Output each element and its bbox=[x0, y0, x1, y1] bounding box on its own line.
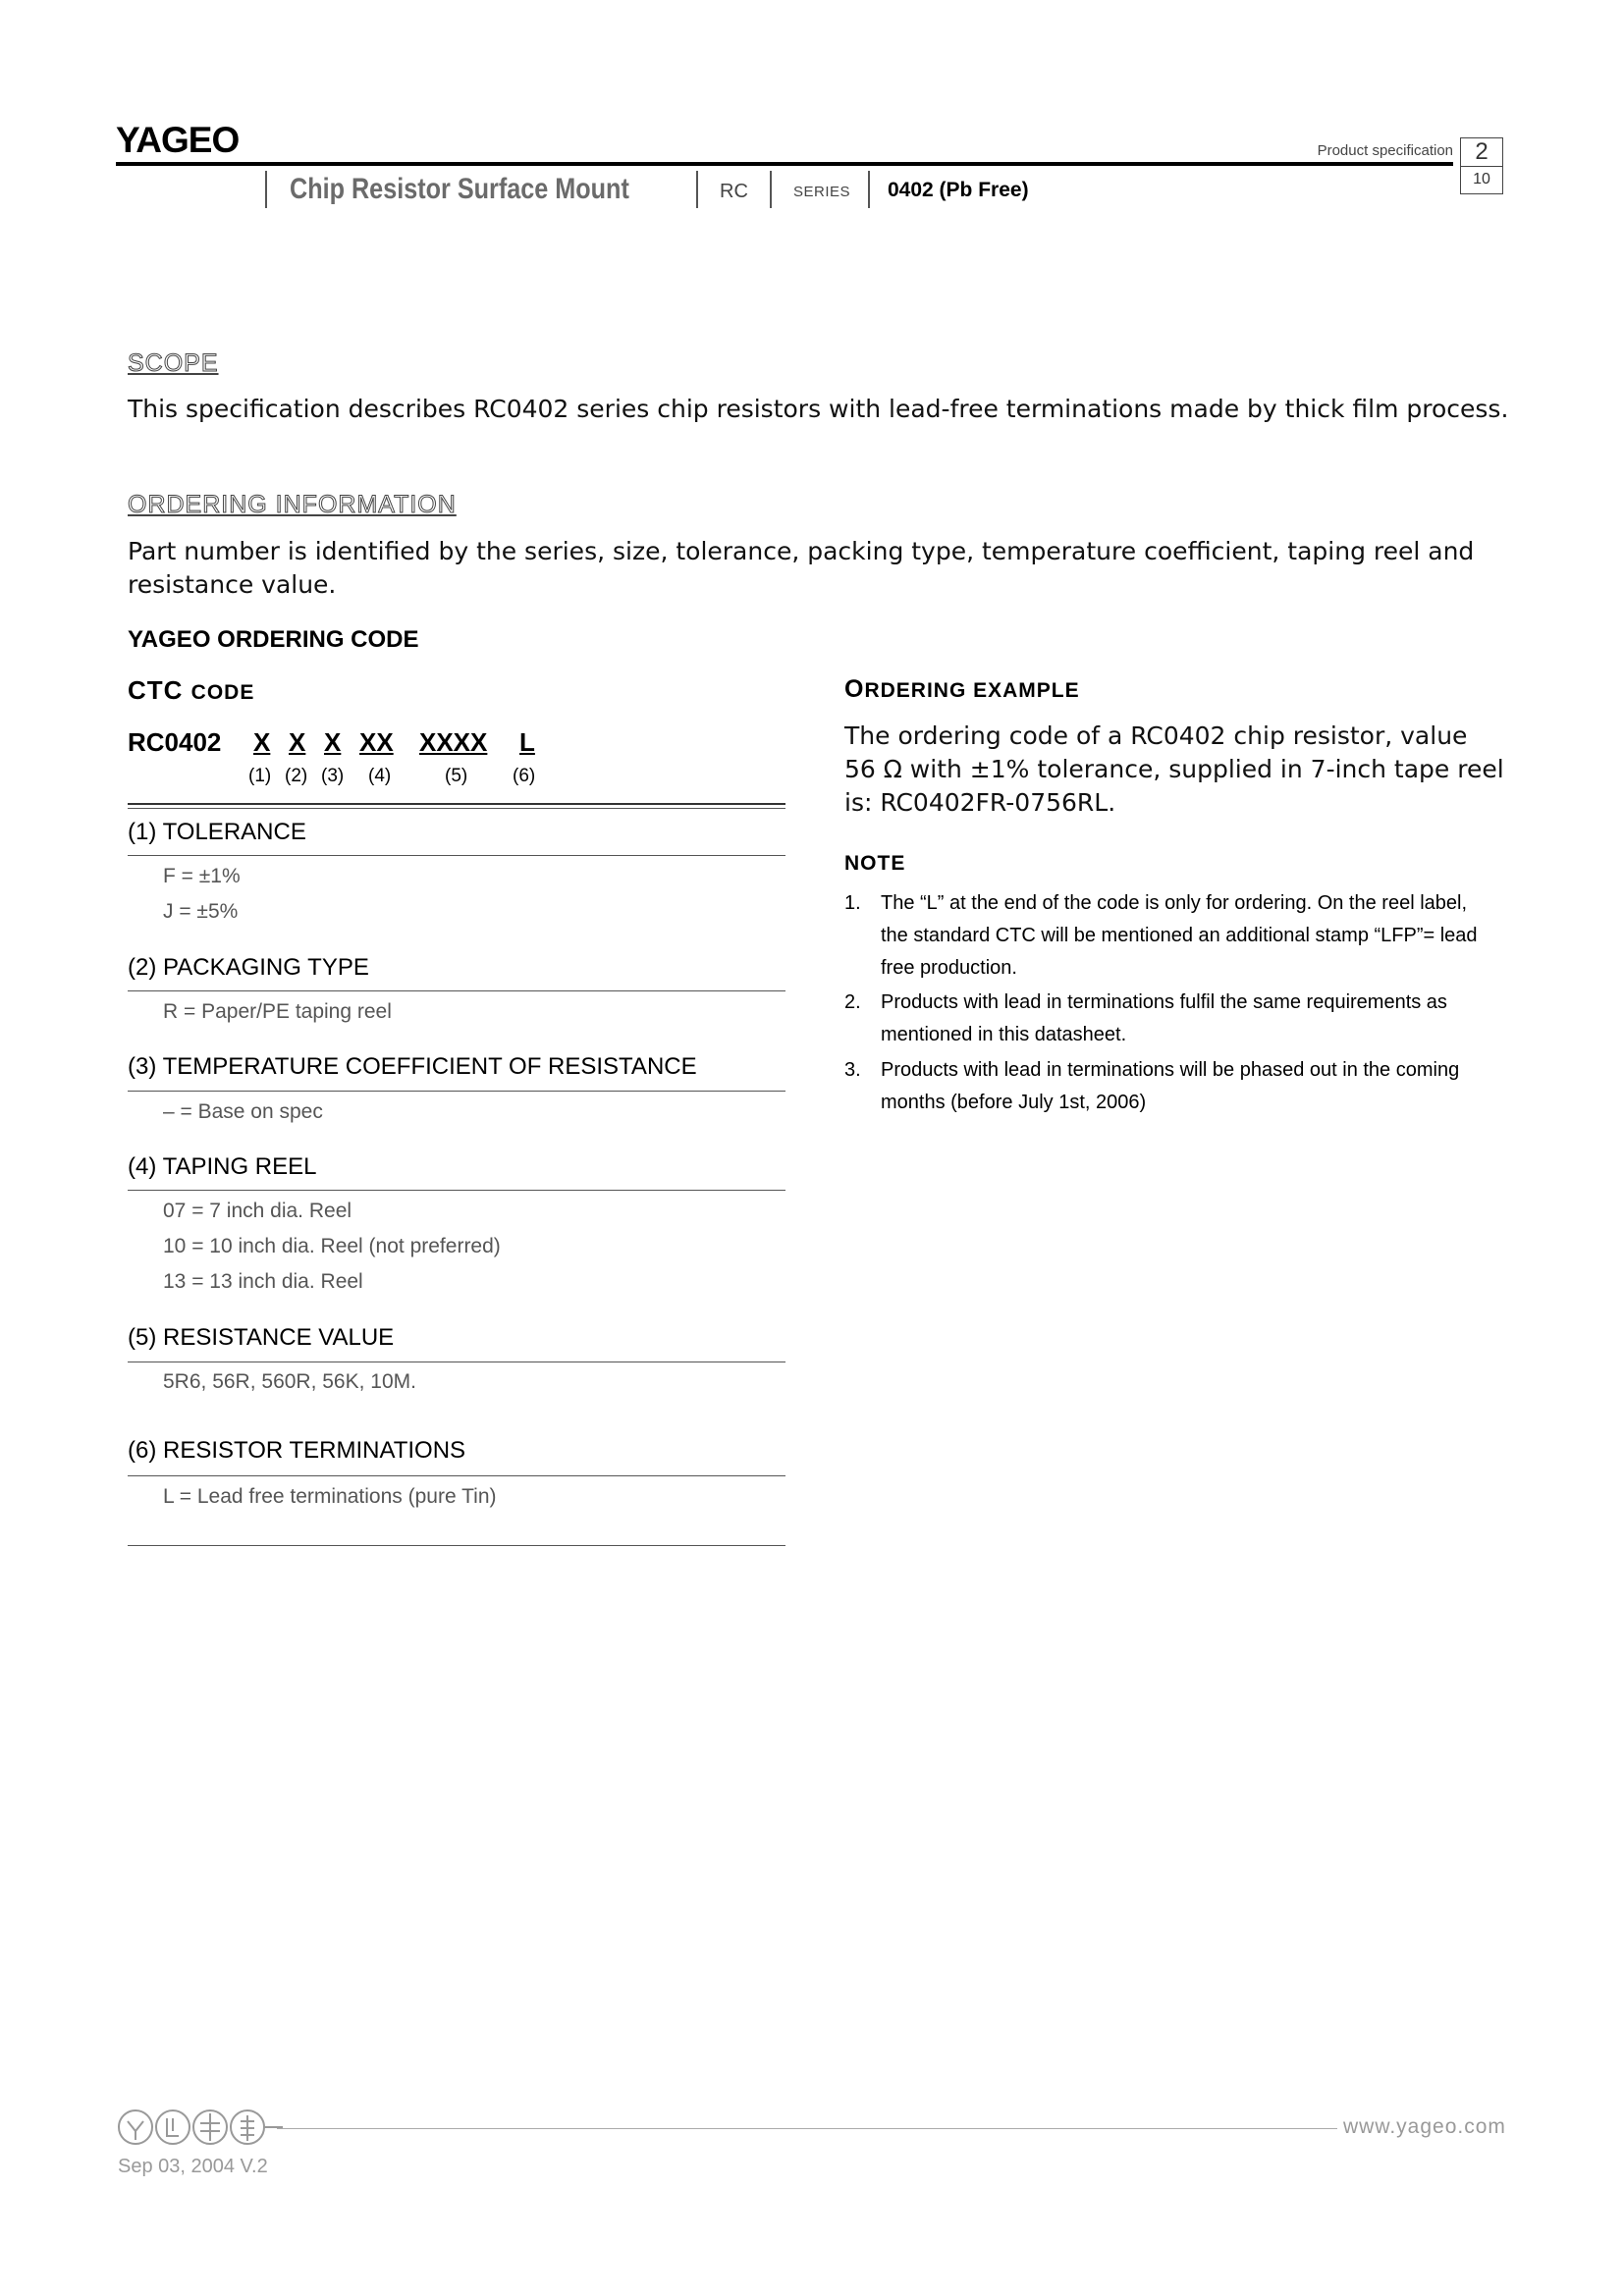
document-title: Chip Resistor Surface Mount bbox=[290, 173, 629, 205]
eco-icon bbox=[231, 2110, 264, 2144]
reel-option: 07 = 7 inch dia. Reel bbox=[163, 1200, 352, 1222]
ctc-label: CTC bbox=[128, 675, 184, 705]
example-line: is: RC0402FR-0756RL. bbox=[844, 788, 1116, 817]
code-number: (6) bbox=[513, 766, 536, 786]
table-rule bbox=[128, 1091, 785, 1092]
series-label: SERIES bbox=[793, 184, 851, 200]
ctc-code-heading bbox=[128, 675, 254, 706]
note-heading: NOTE bbox=[844, 852, 906, 875]
note-number: 1. bbox=[844, 892, 861, 914]
table-rule bbox=[128, 990, 785, 991]
tcr-title: (3) TEMPERATURE COEFFICIENT OF RESISTANCE bbox=[128, 1053, 697, 1080]
reel-option: 13 = 13 inch dia. Reel bbox=[163, 1270, 363, 1293]
scope-text: This specification describes RC0402 series chip resistors with lead-free terminations made by thick film process. bbox=[128, 395, 1509, 423]
note-item bbox=[844, 987, 1492, 1051]
total-pages: 10 bbox=[1473, 171, 1490, 187]
note-text: Products with lead in terminations will be phased out in the coming months (before July 1st, 2006) bbox=[881, 1059, 1460, 1113]
packaging-title: (2) PACKAGING TYPE bbox=[128, 954, 369, 981]
footer-icons bbox=[116, 2108, 283, 2153]
header-separator bbox=[265, 171, 267, 208]
yageo-ordering-code-heading: YAGEO ORDERING CODE bbox=[128, 626, 419, 653]
table-bottom-rule bbox=[128, 1545, 785, 1546]
code-part-tolerance: X bbox=[253, 727, 271, 757]
ordering-text-line2: resistance value. bbox=[128, 570, 337, 599]
code-part-tcr: X bbox=[324, 727, 342, 757]
note-number: 3. bbox=[844, 1059, 861, 1081]
code-part-resistance: XXXX bbox=[419, 727, 488, 757]
note-item bbox=[844, 1054, 1492, 1119]
tolerance-option: F = ±1% bbox=[163, 865, 241, 887]
yageo-logo: YAGEO bbox=[116, 120, 240, 160]
footer-rule bbox=[277, 2128, 1337, 2129]
footer-date: Sep 03, 2004 V.2 bbox=[118, 2156, 268, 2177]
lead-free-icon bbox=[156, 2110, 189, 2144]
header-separator bbox=[868, 171, 870, 208]
resistance-title: (5) RESISTANCE VALUE bbox=[128, 1324, 395, 1351]
series-rc: RC bbox=[720, 181, 748, 202]
terminations-title: (6) RESISTOR TERMINATIONS bbox=[128, 1437, 466, 1464]
code-number: (3) bbox=[321, 766, 345, 786]
scope-heading: SCOPE bbox=[128, 349, 219, 377]
rohs-icon bbox=[193, 2110, 227, 2144]
note-number: 2. bbox=[844, 991, 861, 1013]
packaging-option: R = Paper/PE taping reel bbox=[163, 1000, 392, 1023]
resistance-option: 5R6, 56R, 560R, 56K, 10M. bbox=[163, 1370, 416, 1393]
code-number: (1) bbox=[248, 766, 272, 786]
code-number: (2) bbox=[285, 766, 308, 786]
reel-title: (4) TAPING REEL bbox=[128, 1153, 317, 1180]
reel-option: 10 = 10 inch dia. Reel (not preferred) bbox=[163, 1235, 501, 1257]
ordering-heading: ORDERING INFORMATION bbox=[128, 491, 457, 518]
tcr-option: – = Base on spec bbox=[163, 1100, 323, 1123]
footer-website[interactable]: www.yageo.com bbox=[1343, 2115, 1506, 2138]
ordering-example-initial: O bbox=[844, 675, 865, 703]
ordering-example-heading bbox=[844, 675, 1080, 704]
note-item bbox=[844, 887, 1492, 985]
ordering-text-line1: Part number is identified by the series, size, tolerance, packing type, temperature coefficient, taping reel and bbox=[128, 537, 1475, 565]
table-top-rule bbox=[128, 808, 785, 809]
header-rule bbox=[116, 162, 1453, 166]
recycle-icon bbox=[119, 2110, 152, 2144]
table-rule bbox=[128, 855, 785, 856]
code-number: (5) bbox=[445, 766, 468, 786]
tolerance-title: (1) TOLERANCE bbox=[128, 819, 306, 845]
note-text: Products with lead in terminations fulfil the same requirements as mentioned in this datasheet. bbox=[881, 991, 1447, 1045]
code-number: (4) bbox=[368, 766, 392, 786]
header-separator bbox=[770, 171, 772, 208]
page-number-box bbox=[1460, 137, 1503, 194]
code-prefix: RC0402 bbox=[128, 727, 222, 757]
header-separator bbox=[696, 171, 698, 208]
code-part-reel: XX bbox=[359, 727, 394, 757]
table-rule bbox=[128, 1475, 785, 1476]
code-part-packaging: X bbox=[289, 727, 306, 757]
ordering-example-rest: RDERING EXAMPLE bbox=[864, 679, 1080, 702]
table-rule bbox=[128, 1190, 785, 1191]
table-top-rule bbox=[128, 803, 785, 805]
product-name: 0402 (Pb Free) bbox=[888, 179, 1029, 201]
page-number: 2 bbox=[1461, 138, 1502, 167]
terminations-option: L = Lead free terminations (pure Tin) bbox=[163, 1485, 497, 1508]
code-part-termination: L bbox=[519, 727, 535, 757]
ctc-code-label: CODE bbox=[190, 681, 255, 704]
example-line: The ordering code of a RC0402 chip resistor, value bbox=[844, 721, 1468, 750]
tolerance-option: J = ±5% bbox=[163, 900, 239, 923]
product-specification-label: Product specification bbox=[1317, 142, 1453, 159]
example-line: 56 Ω with ±1% tolerance, supplied in 7-inch tape reel bbox=[844, 755, 1504, 783]
note-text: The “L” at the end of the code is only for ordering. On the reel label, the standard CTC will be mentioned an additional stamp “LFP”= lead free production. bbox=[881, 892, 1478, 979]
